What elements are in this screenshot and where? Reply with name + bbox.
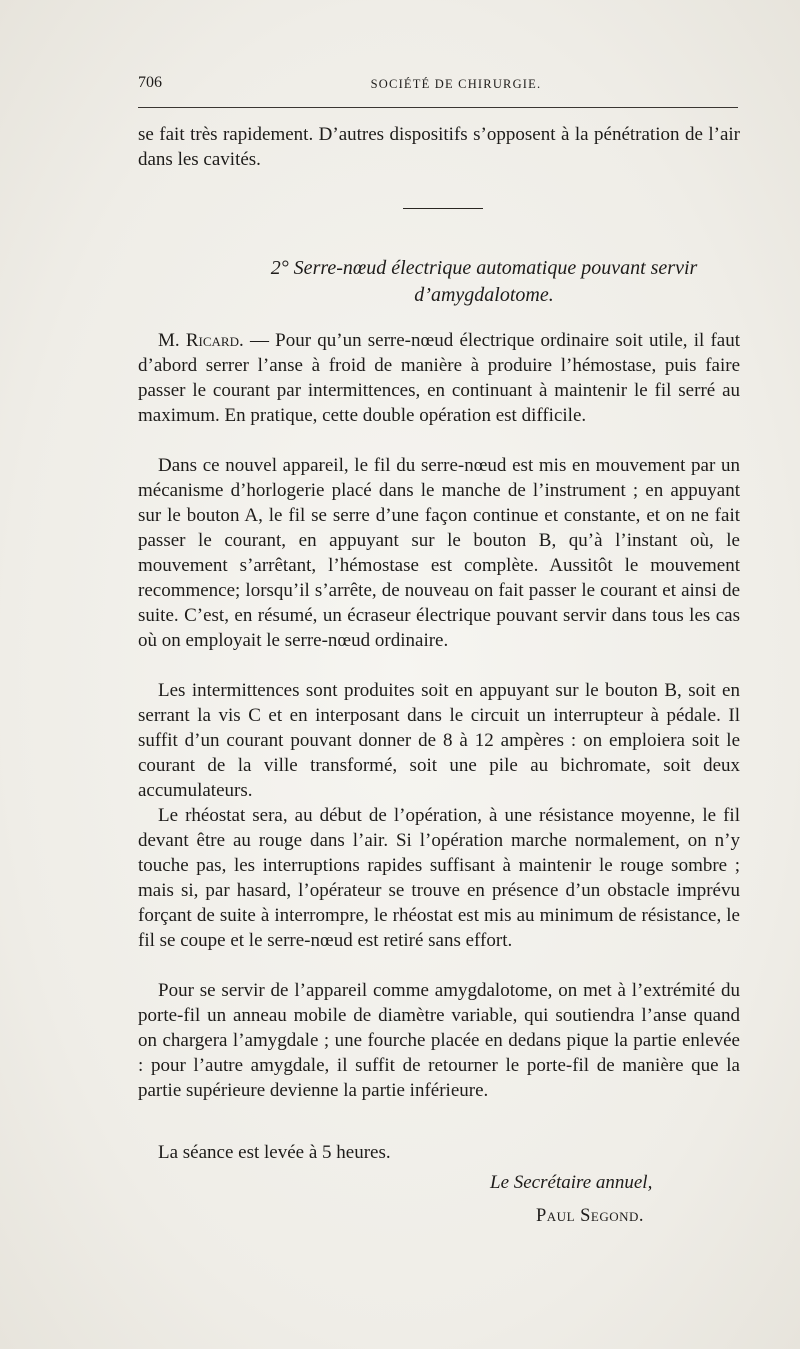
paragraph-1-text: — Pour qu’un serre-nœud électrique ordinaire soit utile, il faut d’abord serrer l’anse à froid de manière à produire l’hémostase, puis faire passer le courant par intermittences, en continuant à maintenir le fil serré au maximum. En pratique, cette double opération est difficile.: [138, 330, 741, 426]
paragraph-4: Le rhéostat sera, au début de l’opération, à une résistance moyenne, le fil devant être au rouge dans l’air. Si l’opération marche normalement, on n’y touche pas, les interruptions rapides suffisant à maintenir le rouge sombre ; mais si, par hasard, l’opérateur se trouve en présence d’un obstacle imprévu forçant de suite à interrompre, le rhéostat est mis au minimum de résistance, le fil se coupe et le serre-nœud est retiré sans effort.: [138, 805, 740, 951]
section-title-line-1: 2° Serre-nœud électrique automatique pouvant servir: [270, 257, 698, 279]
running-title: SOCIÉTÉ DE CHIRURGIE.: [370, 77, 542, 91]
closing-line: La séance est levée à 5 heures.: [158, 1142, 391, 1163]
paragraph-3: Les intermittences sont produites soit en appuyant sur le bouton B, soit en serrant la vis C et en interposant dans le circuit un interrupteur à pédale. Il suffit d’un courant pouvant donner de 8 à 12 ampères : on emploiera soit le courant de la ville transformé, soit une pile au bichromate, soit deux accumulateurs.: [138, 680, 740, 801]
paragraph-5: Pour se servir de l’appareil comme amygdalotome, on met à l’extrémité du porte-fil un anneau mobile de diamètre variable, qui soutiendra l’anse quand on chargera l’amygdale ; une fourche placée en dedans pique la partie enlevée : pour l’autre amygdale, il suffit de retourner le porte-fil de manière que la partie supérieure devienne la partie inférieure.: [138, 980, 740, 1101]
page-header: [138, 74, 738, 98]
signature-name: Paul Segond.: [536, 1206, 645, 1226]
header-rule: [138, 107, 738, 108]
paragraph-2: Dans ce nouvel appareil, le fil du serre-nœud est mis en mouvement par un mécanisme d’horlogerie placé dans le manche de l’instrument ; en appuyant sur le bouton A, le fil se serre d’une façon continue et constante, et on ne fait passer le courant, en appuyant sur le bouton B, qu’à l’instant où, le mouvement s’arrêtant, l’hémostase est complète. Aussitôt le mouvement recommence; lorsqu’il s’arrête, de nouveau on fait passer le courant et ainsi de suite. C’est, en résumé, un écraseur électrique pouvant servir dans tous les cas où on employait le serre-nœud ordinaire.: [138, 455, 740, 651]
paragraph-1: [138, 328, 740, 428]
section-title-line-2: d’amygdalotome.: [414, 284, 554, 306]
page-number: 706: [138, 74, 162, 91]
section-title: [138, 255, 800, 309]
section-separator: [403, 208, 483, 209]
signature-role: Le Secrétaire annuel,: [490, 1172, 653, 1193]
intro-paragraph: se fait très rapidement. D’autres dispositifs s’opposent à la pénétration de l’air dans les cavités.: [138, 124, 740, 170]
speaker-name: M. Ricard.: [158, 330, 244, 351]
